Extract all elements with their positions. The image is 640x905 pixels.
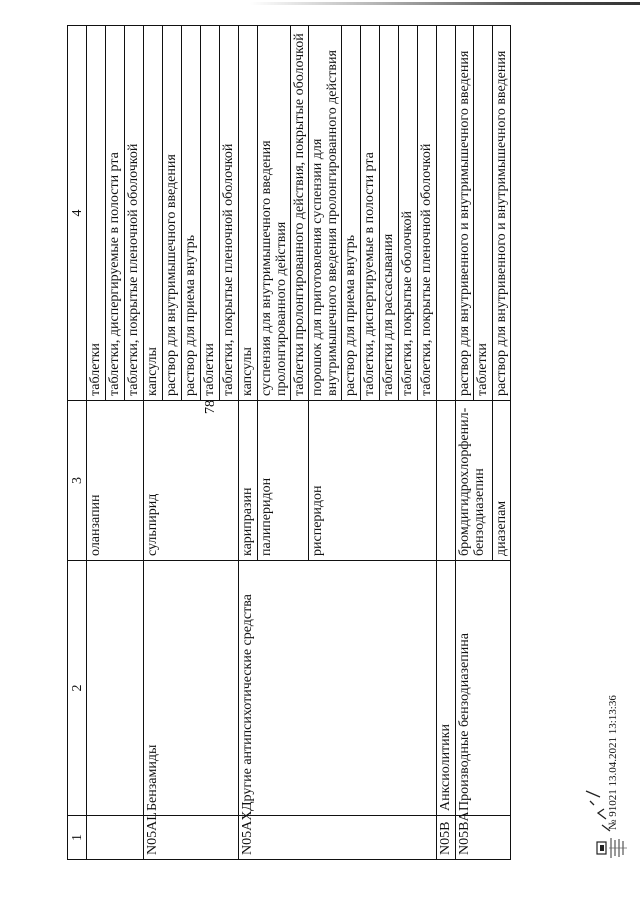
form-cell: таблетки — [87, 26, 106, 401]
table-row — [456, 26, 474, 860]
form-cell: таблетки, диспергируемые в полости рта — [361, 26, 380, 401]
group-cell: Производные бензодиазепина — [456, 561, 511, 816]
form-cell: таблетки — [474, 26, 493, 401]
drug-cell: оланзапин — [87, 401, 144, 561]
code-cell: N05B — [437, 816, 456, 860]
form-cell: раствор для внутримышечного введения — [163, 26, 182, 401]
form-cell — [437, 26, 456, 401]
form-cell: капсулы — [239, 26, 258, 401]
code-cell — [87, 816, 144, 860]
drug-cell: рисперидон — [309, 401, 437, 561]
form-cell: раствор для приема внутрь — [182, 26, 201, 401]
header-col-4: 4 — [68, 26, 87, 401]
table-row — [239, 26, 258, 860]
page-number: 78 — [203, 400, 218, 414]
group-cell: Анксиолитики — [437, 561, 456, 816]
form-cell: таблетки, покрытые пленочной оболочкой — [125, 26, 144, 401]
form-cell: раствор для внутривенного и внутримышечного введения — [493, 26, 511, 401]
drug-table — [67, 25, 511, 860]
group-cell — [87, 561, 144, 816]
header-col-2: 2 — [68, 561, 87, 816]
code-cell: N05BA — [456, 816, 511, 860]
drug-cell: карипразин — [239, 401, 258, 561]
form-cell: таблетки для рассасывания — [380, 26, 399, 401]
form-cell: таблетки, диспергируемые в полости рта — [106, 26, 125, 401]
code-cell: N05AL — [144, 816, 239, 860]
drug-cell — [437, 401, 456, 561]
certificate-stamp-text: № 91021 13.04.2021 13:13:36 — [607, 695, 619, 830]
drug-cell: бромдигидрохлорфенил-бензодиазепин — [456, 401, 493, 561]
handwritten-marks — [580, 785, 615, 835]
table-row — [437, 26, 456, 860]
form-cell: таблетки, покрытые оболочкой — [399, 26, 418, 401]
form-cell: суспензия для внутримышечного введения пролонгированного действия — [258, 26, 291, 401]
form-cell: порошок для приготовления суспензии для внутримышечного введения пролонгированного действия — [309, 26, 342, 401]
form-cell: таблетки пролонгированного действия, покрытые оболочкой — [291, 26, 309, 401]
form-cell: таблетки — [201, 26, 220, 401]
header-row — [68, 26, 87, 860]
drug-cell: сульпирид — [144, 401, 239, 561]
drug-cell: палиперидон — [258, 401, 309, 561]
form-cell: таблетки, покрытые пленочной оболочкой — [418, 26, 437, 401]
form-cell: раствор для приема внутрь — [342, 26, 361, 401]
header-col-1: 1 — [68, 816, 87, 860]
form-cell: раствор для внутривенного и внутримышечного введения — [456, 26, 474, 401]
form-cell: капсулы — [144, 26, 163, 401]
group-cell: Бензамиды — [144, 561, 239, 816]
table-row — [144, 26, 163, 860]
form-cell: таблетки, покрытые пленочной оболочкой — [220, 26, 239, 401]
header-col-3: 3 — [68, 401, 87, 561]
emblem-logo-icon — [595, 836, 629, 860]
group-cell: Другие антипсихотические средства — [239, 561, 437, 816]
drug-cell: диазепам — [493, 401, 511, 561]
code-cell: N05AX — [239, 816, 437, 860]
drug-table-area — [67, 26, 511, 860]
table-row — [87, 26, 106, 860]
